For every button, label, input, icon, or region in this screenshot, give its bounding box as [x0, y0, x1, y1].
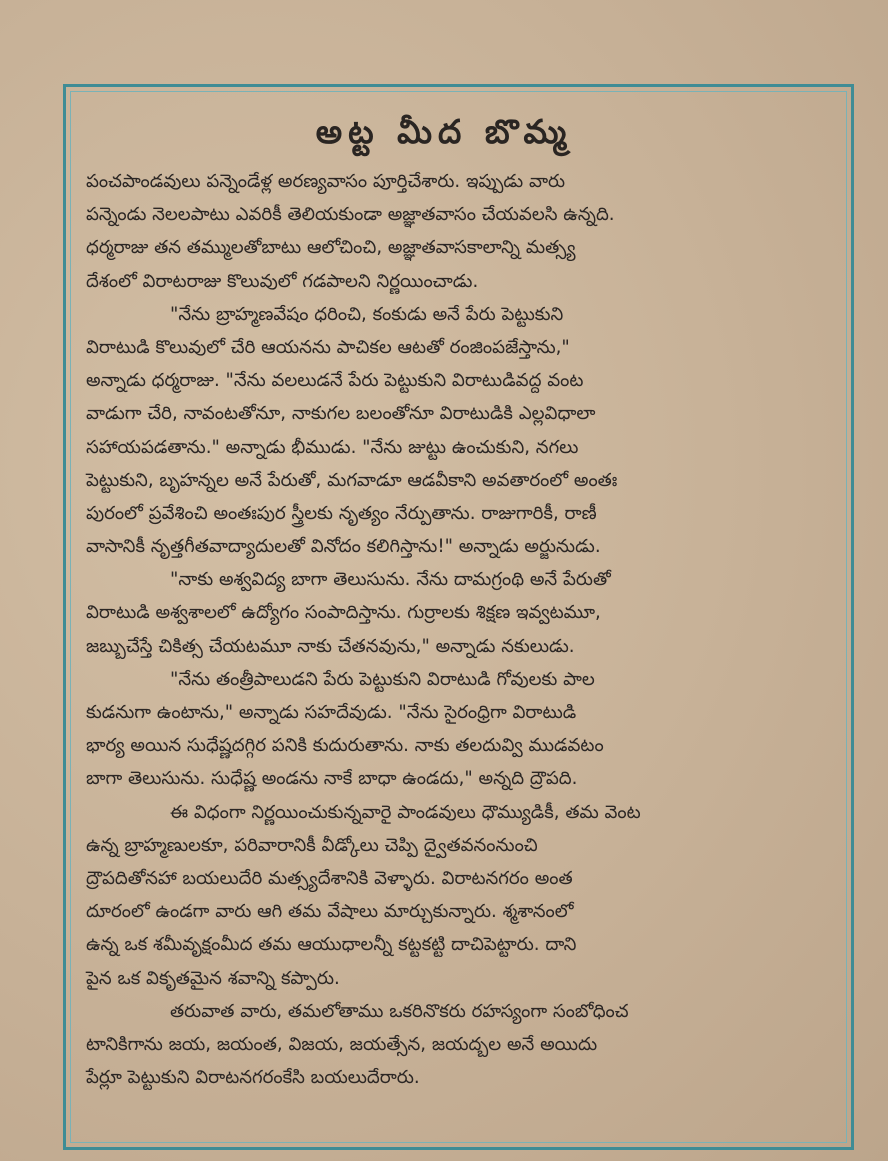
text-line: విరాటుడి కొలువులో చేరి ఆయనను పాచికల ఆటతో రంజింపజేస్తాను,": [86, 336, 570, 358]
text-line: దూరంలో ఉండగా వారు ఆగి తమ వేషాలు మార్చుకున్నారు. శ్మశానంలో: [86, 901, 574, 923]
text-line: ఉన్న ఒక శమీవృక్షంమీద తమ ఆయుధాలన్నీ కట్టకట్టి దాచిపెట్టారు. దాని: [86, 934, 577, 956]
text-line: వాసానికీ నృత్తగీతవాద్యాదులతో వినోదం కలిగిస్తాను!" అన్నాడు అర్జునుడు.: [86, 536, 601, 558]
text-line: జబ్బుచేస్తే చికిత్స చేయటమూ నాకు చేతనవును," అన్నాడు నకులుడు.: [86, 635, 575, 657]
text-line: పంచపాండవులు పన్నెండేళ్ల అరణ్యవాసం పూర్తిచేశారు. ఇప్పుడు వారు: [86, 171, 566, 192]
paragraph: [86, 298, 828, 564]
text-line: భార్య అయిన సుధేష్ణదగ్గిర పనికి కుదురుతాను. నాకు తలదువ్వి ముడవటం: [86, 735, 604, 757]
text-line: బాగా తెలుసును. సుధేష్ణ అండను నాకే బాధా ఉండదు," అన్నది ద్రౌపది.: [86, 768, 578, 790]
text-line: ఈ విధంగా నిర్ణయించుకున్నవారై పాండవులు ధౌమ్యుడికీ, తమ వెంట: [170, 801, 641, 823]
text-line: పైన ఒక వికృతమైన శవాన్ని కప్పారు.: [86, 967, 340, 989]
text-line: "నేను బ్రాహ్మణవేషం ధరించి, కంకుడు అనే పేరు పెట్టుకుని: [170, 303, 564, 325]
text-line: ద్రౌపదితోనహా బయలుదేరి మత్స్యదేశానికి వెళ్ళారు. విరాటనగరం అంత: [86, 867, 573, 889]
text-line: ఉన్న బ్రాహ్మణులకూ, పరివారానికీ వీడ్కోలు చెప్పి ద్వైతవనంనుంచి: [86, 834, 538, 856]
paragraph: [86, 663, 828, 796]
story-text: [86, 165, 828, 1094]
paragraph: [86, 165, 828, 298]
text-line: సహాయపడతాను." అన్నాడు భీముడు. "నేను జుట్టు ఉంచుకుని, నగలు: [86, 436, 579, 458]
text-line: కుడనుగా ఉంటాను," అన్నాడు సహదేవుడు. "నేను సైరంధ్రిగా విరాటుడి: [86, 702, 577, 723]
page-title: అట్ట మీద బొమ్మ: [315, 112, 573, 151]
text-line: పేర్లూ పెట్టుకుని విరాటనగరంకేసి బయలుదేరారు.: [86, 1067, 420, 1089]
text-line: అన్నాడు ధర్మరాజు. "నేను వలలుడనే పేరు పెట్టుకుని విరాటుడివద్ద వంట: [86, 370, 584, 392]
text-line: తరువాత వారు, తమలోతాము ఒకరినొకరు రహస్యంగా సంబోధించ: [170, 1000, 629, 1022]
text-line: విరాటుడి అశ్వశాలలో ఉద్యోగం సంపాదిస్తాను. గుర్రాలకు శిక్షణ ఇవ్వటమూ,: [86, 602, 601, 624]
paragraph: [86, 796, 828, 995]
text-line: వాడుగా చేరి, నావంటతోనూ, నాకుగల బలంతోనూ విరాటుడికి ఎల్లవిధాలా: [86, 403, 596, 425]
paragraph: [86, 995, 828, 1095]
text-line: దేశంలో విరాటరాజు కొలువులో గడపాలని నిర్ణయించాడు.: [86, 270, 479, 292]
text-line: "నేను తంత్రీపాలుడని పేరు పెట్టుకుని విరాటుడి గోవులకు పాల: [170, 668, 595, 690]
text-line: పెట్టుకుని, బృహన్నల అనే పేరుతో, మగవాడూ ఆడవీకాని అవతారంలో అంతః: [86, 469, 618, 491]
text-line: "నాకు అశ్వవిద్య బాగా తెలుసును. నేను దామగ్రంథి అనే పేరుతో: [170, 569, 611, 591]
text-line: పురంలో ప్రవేశించి అంతఃపుర స్త్రీలకు నృత్యం నేర్పుతాను. రాజుగారికీ, రాణీ: [86, 502, 597, 524]
text-line: టానికిగాను జయ, జయంత, విజయ, జయత్సేన, జయద్బల అనే అయిదు: [86, 1033, 598, 1055]
text-line: ధర్మరాజు తన తమ్ములతోబాటు ఆలోచించి, అజ్ఞాతవాసకాలాన్ని మత్స్య: [86, 237, 576, 259]
paragraph: [86, 563, 828, 663]
text-line: పన్నెండు నెలలపాటు ఎవరికీ తెలియకుండా అజ్ఞాతవాసం చేయవలసి ఉన్నది.: [86, 204, 615, 226]
